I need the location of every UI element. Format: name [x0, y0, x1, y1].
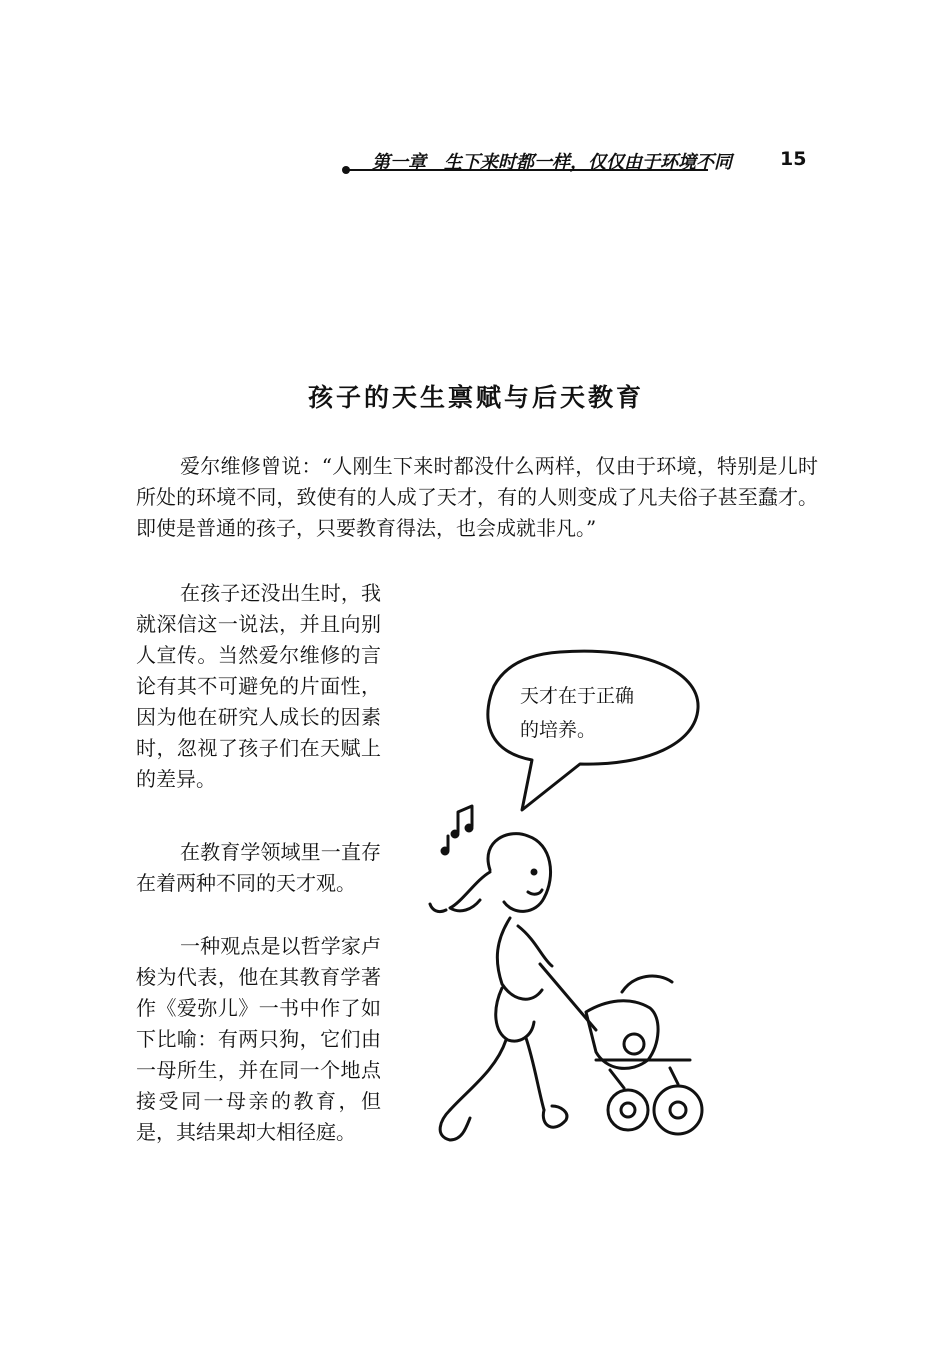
section-title: 孩子的天生禀赋与后天教育	[307, 383, 644, 412]
stroller	[540, 964, 702, 1134]
page-number: 15	[780, 148, 807, 170]
mother-figure	[430, 834, 567, 1140]
music-notes-icon	[442, 806, 472, 854]
intro-paragraph: 爱尔维修曾说：“人刚生下来时都没什么两样，仅由于环境，特别是儿时所处的环境不同，致使有的人成了天才，有的人则变成了凡夫俗子甚至蠢才。即使是普通的孩子，只要教育得法，也会成就非凡。”	[136, 454, 818, 540]
paragraph-3: 一种观点是以哲学家卢梭为代表，他在其教育学著作《爱弥儿》一书中作了如下比喻：有两只狗，它们由一母所生，并在同一个地点接受同一母亲的教育，但是，其结果却大相径庭。	[136, 934, 381, 1144]
running-header	[340, 146, 810, 180]
paragraph-2: 在教育学领域里一直存在着两种不同的天才观。	[136, 840, 381, 895]
mother-stroller-illustration	[410, 640, 720, 1180]
bubble-line-1: 天才在于正确	[520, 685, 635, 707]
bubble-line-2: 的培养。	[520, 719, 597, 741]
chapter-title: 第一章 生下来时都一样，仅仅由于环境不同	[372, 152, 732, 173]
speech-bubble	[488, 651, 698, 810]
paragraph-1: 在孩子还没出生时，我就深信这一说法，并且向别人宣传。当然爱尔维修的言论有其不可避免的片面性，因为他在研究人成长的因素时，忽视了孩子们在天赋上的差异。	[136, 581, 381, 791]
